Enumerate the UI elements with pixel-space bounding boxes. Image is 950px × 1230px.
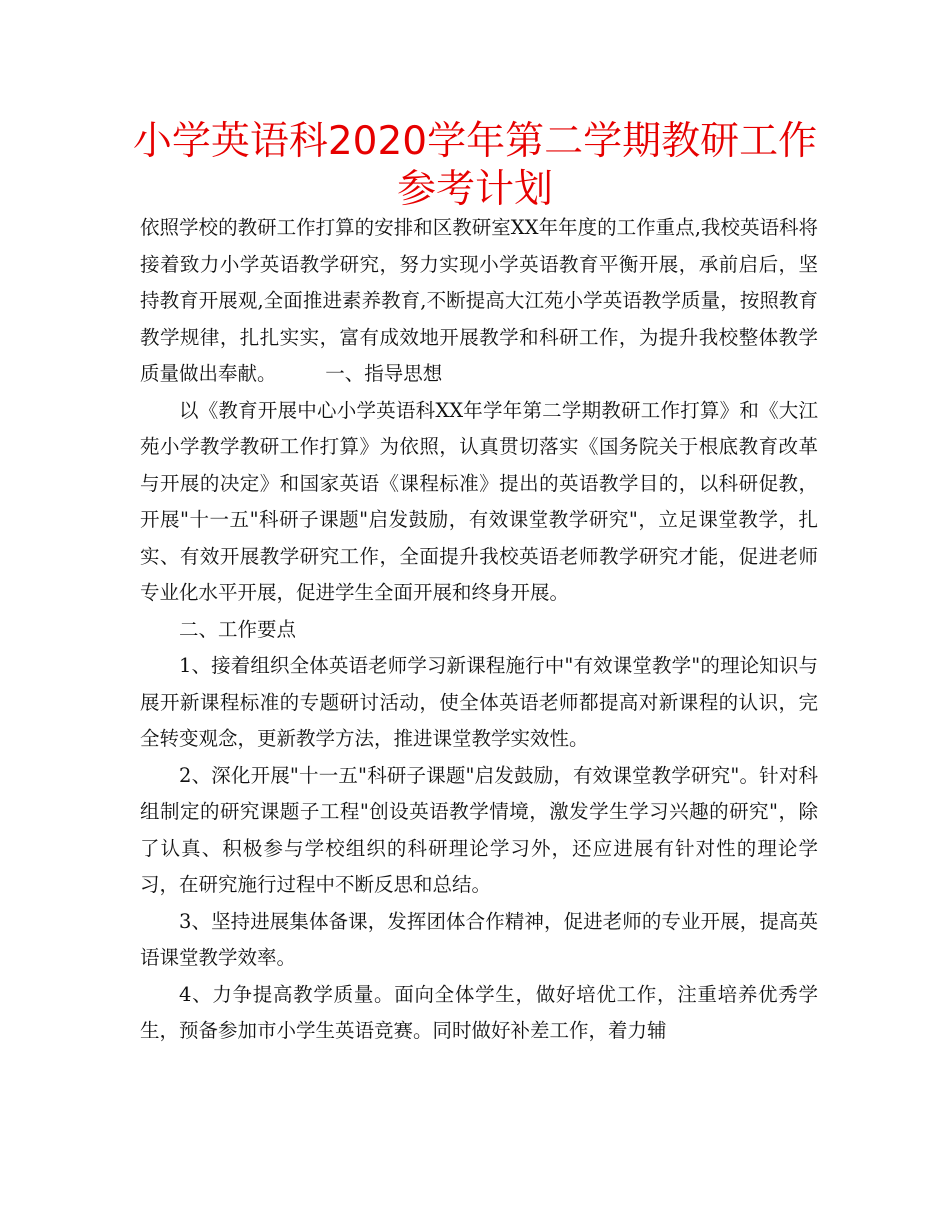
- paragraph-point-4: 4、力争提高教学质量。面向全体学生，做好培优工作，注重培养优秀学生，预备参加市小学生英语竞赛。同时做好补差工作，着力辅: [140, 982, 818, 1042]
- paragraph-point-1: 1、接着组织全体英语老师学习新课程施行中"有效课堂教学"的理论知识与展开新课程标准的专题研讨活动，使全体英语老师都提高对新课程的认识，完全转变观念，更新教学方法，推进课堂教学实效性。: [140, 654, 818, 750]
- paragraph-point-3: 3、坚持进展集体备课，发挥团体合作精神，促进老师的专业开展，提高英语课堂教学效率。: [140, 909, 818, 969]
- document-body: [140, 210, 818, 1050]
- paragraph-guiding-thought: 以《教育开展中心小学英语科XX年学年第二学期教研工作打算》和《大江苑小学教学教研工作打算》为依照，认真贯切落实《国务院关于根底教育改革与开展的决定》和国家英语《课程标准》提出的英语教学目的，以科研促教，开展"十一五"科研子课题"启发鼓励，有效课堂教学研究"，立足课堂教学，扎实、有效开展教学研究工作，全面提升我校英语老师教学研究才能，促进老师专业化水平开展，促进学生全面开展和终身开展。: [140, 398, 818, 604]
- paragraph-intro: 依照学校的教研工作打算的安排和区教研室XX年年度的工作重点,我校英语科将接着致力小学英语教学研究，努力实现小学英语教育平衡开展，承前启后，坚持教育开展观,全面推进素养教育,不断提高大江苑小学英语教学质量，按照教育教学规律，扎扎实实，富有成效地开展教学和科研工作，为提升我校整体教学质量做出奉献。 一、指导思想: [140, 216, 818, 385]
- section-heading-work-points: 二、工作要点: [179, 617, 297, 641]
- paragraph-point-2: 2、深化开展"十一五"科研子课题"启发鼓励，有效课堂教学研究"。针对科组制定的研究课题子工程"创设英语教学情境，激发学生学习兴趣的研究"，除了认真、积极参与学校组织的科研理论学习外，还应进展有针对性的理论学习，在研究施行过程中不断反思和总结。: [140, 763, 818, 896]
- document-title: 小学英语科2020学年第二学期教研工作参考计划: [132, 119, 818, 212]
